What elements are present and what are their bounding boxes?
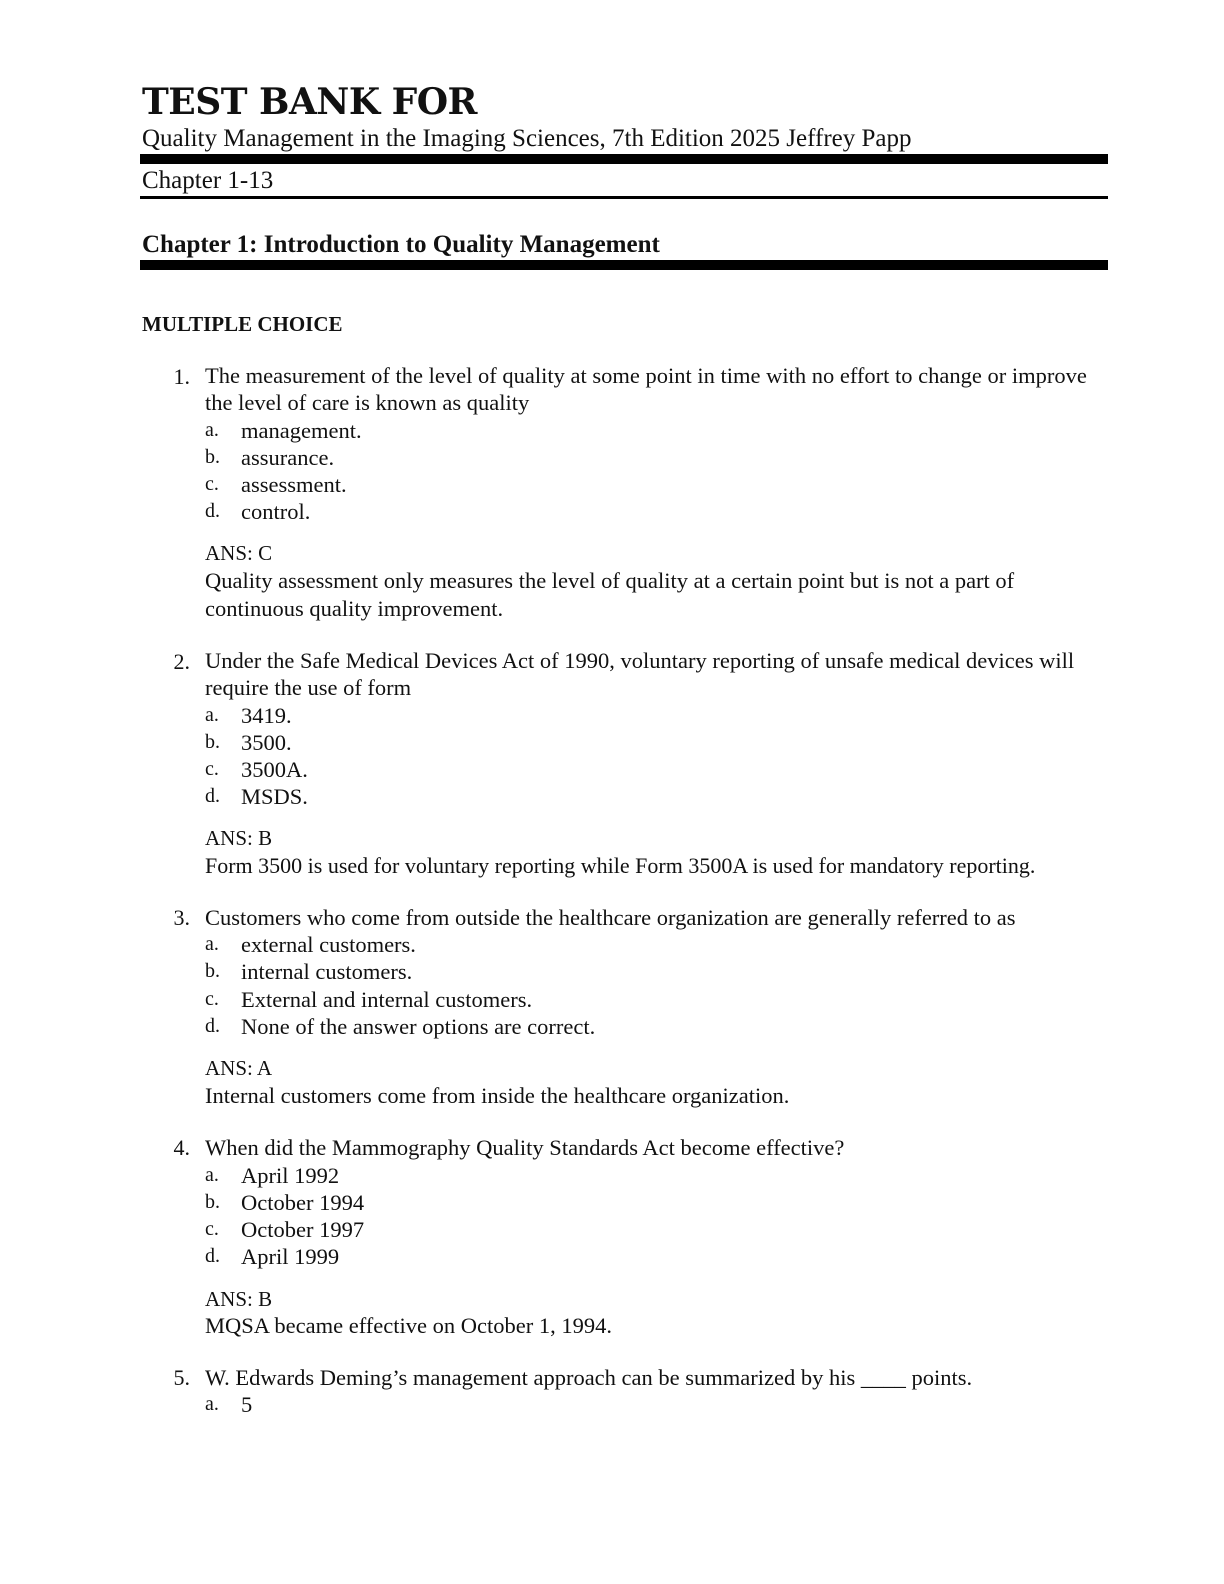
option-text: October 1994: [241, 1190, 365, 1215]
question-stem: Customers who come from outside the healthcare organization are generally referred to as: [205, 905, 1016, 930]
chapter-divider: [140, 260, 1108, 270]
chapter-range: Chapter 1-13: [142, 167, 274, 194]
answer-option: [205, 1216, 1105, 1243]
answer-option: [205, 1189, 1105, 1216]
option-letter: b.: [205, 960, 220, 982]
option-letter: d.: [205, 1245, 220, 1267]
answer-option: [205, 1013, 1105, 1040]
answer-option: [205, 729, 1105, 756]
question-stem: The measurement of the level of quality at some point in time with no effort to change or improve the level of care is known as quality: [205, 363, 1087, 416]
option-text: 3419.: [241, 703, 292, 728]
question-number: 3.: [173, 905, 190, 930]
option-letter: d.: [205, 1015, 220, 1037]
answer-option: [205, 986, 1105, 1013]
option-letter: c.: [205, 473, 219, 495]
option-letter: c.: [205, 758, 219, 780]
option-text: External and internal customers.: [241, 987, 533, 1012]
option-text: 3500A.: [241, 757, 308, 782]
answer-option: [205, 702, 1105, 729]
option-text: control.: [241, 499, 311, 524]
question-stem: W. Edwards Deming’s management approach can be summarized by his ____ points.: [205, 1365, 973, 1390]
section-heading: MULTIPLE CHOICE: [142, 312, 343, 336]
answer-key: ANS: B: [205, 826, 273, 850]
option-text: management.: [241, 418, 362, 443]
option-letter: c.: [205, 988, 219, 1010]
option-text: April 1999: [241, 1244, 340, 1269]
book-title: Quality Management in the Imaging Sciences, 7th Edition 2025 Jeffrey Papp: [142, 125, 912, 152]
answer-option: [205, 1162, 1105, 1189]
answer-rationale: MQSA became effective on October 1, 1994.: [205, 1313, 612, 1338]
option-letter: b.: [205, 446, 220, 468]
option-text: October 1997: [241, 1217, 365, 1242]
option-text: MSDS.: [241, 784, 308, 809]
option-letter: a.: [205, 933, 219, 955]
chapter-heading: Chapter 1: Introduction to Quality Management: [142, 231, 660, 258]
answer-option: [205, 1243, 1105, 1270]
option-letter: a.: [205, 419, 219, 441]
answer-option: [205, 783, 1105, 810]
answer-option: [205, 958, 1105, 985]
answer-option: [205, 1391, 1105, 1418]
option-text: external customers.: [241, 932, 416, 957]
answer-option: [205, 444, 1105, 471]
option-letter: d.: [205, 500, 220, 522]
option-letter: b.: [205, 731, 220, 753]
answer-option: [205, 756, 1105, 783]
answer-key: ANS: C: [205, 541, 273, 565]
option-letter: b.: [205, 1191, 220, 1213]
option-letter: d.: [205, 785, 220, 807]
thick-divider: [140, 154, 1108, 164]
answer-rationale: Quality assessment only measures the level of quality at a certain point but is not a part of continuous quality improvement.: [205, 568, 1015, 621]
answer-option: [205, 498, 1105, 525]
option-text: assurance.: [241, 445, 335, 470]
answer-option: [205, 931, 1105, 958]
question-stem: When did the Mammography Quality Standards Act become effective?: [205, 1135, 845, 1160]
option-letter: a.: [205, 1393, 219, 1415]
question-number: 1.: [173, 364, 190, 389]
option-text: April 1992: [241, 1163, 340, 1188]
answer-rationale: Internal customers come from inside the healthcare organization.: [205, 1083, 790, 1108]
answer-rationale: Form 3500 is used for voluntary reporting while Form 3500A is used for mandatory reporting.: [205, 853, 1036, 878]
question-number: 2.: [173, 649, 190, 674]
answer-option: [205, 417, 1105, 444]
answer-key: ANS: B: [205, 1287, 273, 1311]
answer-key: ANS: A: [205, 1056, 273, 1080]
option-text: 3500.: [241, 730, 292, 755]
option-letter: a.: [205, 704, 219, 726]
option-text: 5: [241, 1392, 253, 1417]
answer-option: [205, 471, 1105, 498]
option-text: assessment.: [241, 472, 347, 497]
question-number: 4.: [173, 1135, 190, 1160]
thin-divider: [140, 196, 1108, 199]
option-text: internal customers.: [241, 959, 413, 984]
option-letter: a.: [205, 1164, 219, 1186]
document-banner-title: TEST BANK FOR: [142, 81, 477, 123]
question-stem: Under the Safe Medical Devices Act of 1990, voluntary reporting of unsafe medical devices will require the use of form: [205, 648, 1075, 701]
option-letter: c.: [205, 1218, 219, 1240]
option-text: None of the answer options are correct.: [241, 1014, 596, 1039]
question-number: 5.: [173, 1365, 190, 1390]
